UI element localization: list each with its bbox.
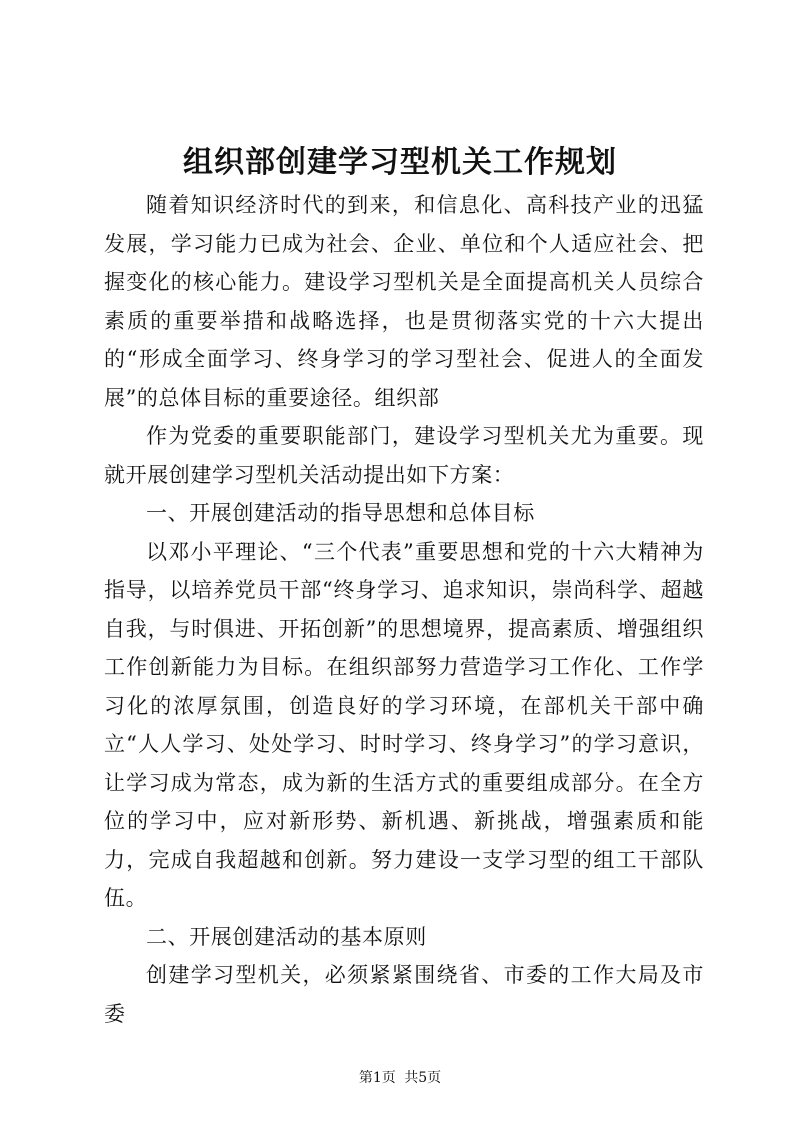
section-heading-1: 一、开展创建活动的指导思想和总体目标	[146, 501, 535, 525]
paragraph-principles: 创建学习型机关，必须紧紧围绕省、市委的工作大局及市委	[104, 963, 704, 1026]
page-number-current: 第1页	[358, 1070, 396, 1086]
page-number-total: 共5页	[404, 1070, 442, 1086]
section-heading-2: 二、开展创建活动的基本原则	[146, 924, 427, 949]
paragraph-guiding-thought: 以邓小平理论、“三个代表”重要思想和党的十六大精神为指导，以培养党员干部“终身学习、追求知识，崇尚科学、超越自我，与时俱进、开拓创新”的思想境界，提高素质、增强组织工作创新能力为目标。在组织部努力营造学习工作化、工作学习化的浓厚氛围，创造良好的学习环境，在部机关干部中确立“人人学习、处处学习、时时学习、终身学习”的学习意识，让学习成为常态，成为新的生活方式的重要组成部分。在全方位的学习中，应对新形势、新机遇、新挑战，增强素质和能力，完成自我超越和创新。努力建设一支学习型的组工干部队伍。	[104, 539, 704, 910]
page-footer	[0, 1068, 800, 1088]
paragraph-intro: 随着知识经济时代的到来，和信息化、高科技产业的迅猛发展，学习能力已成为社会、企业、单位和个人适应社会、把握变化的核心能力。建设学习型机关是全面提高机关人员综合素质的重要举措和战略选择，也是贯彻落实党的十六大提出的“形成全面学习、终身学习的学习型社会、促进人的全面发展”的总体目标的重要途径。组织部	[104, 193, 704, 410]
document-body	[104, 186, 704, 1033]
paragraph-purpose: 作为党委的重要职能部门，建设学习型机关尤为重要。现就开展创建学习型机关活动提出如下方案：	[104, 424, 704, 487]
document-title: 组织部创建学习型机关工作规划	[183, 145, 617, 180]
